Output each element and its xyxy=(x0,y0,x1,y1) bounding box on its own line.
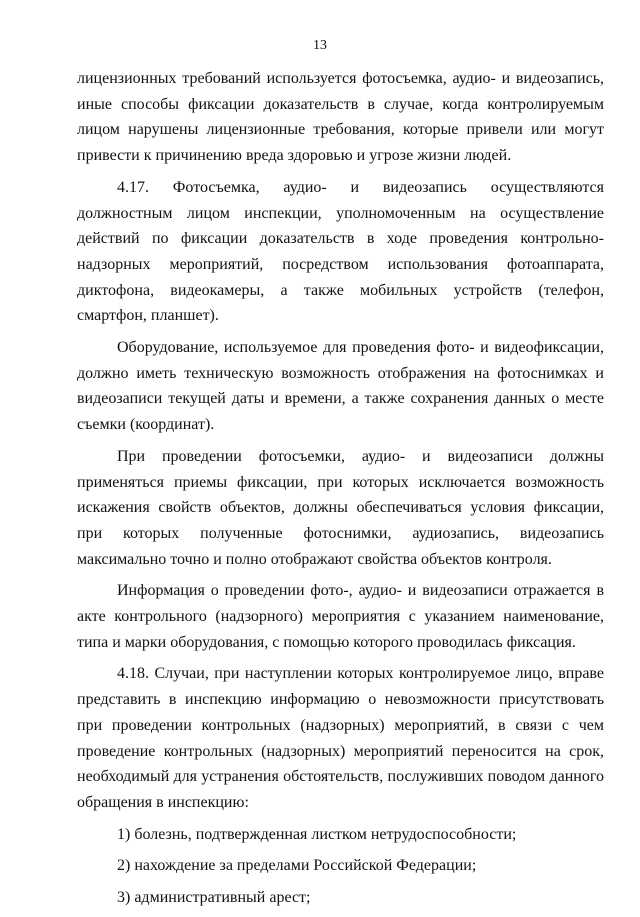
paragraph-fixation-methods: При проведении фотосъемки, аудио- и видеозаписи должны применяться приемы фиксации, при которых исключается возможность искажения свойств объектов, должны обеспечиваться условия фиксации, при которых полученные фотоснимки, аудиозапись, видеозапись максимально точно и полно отображают свойства объектов контроля. xyxy=(77,447,604,568)
paragraph-act-information: Информация о проведении фото-, аудио- и видеозаписи отражается в акте контрольного (надзорного) мероприятия с указанием наименование, типа и марки оборудования, с помощью которого проводилась фиксация. xyxy=(77,582,604,651)
list-item-arrest: 3) административный арест; xyxy=(117,889,311,907)
paragraph-continuation: лицензионных требований используется фотосъемка, аудио- и видеозапись, иные способы фиксации доказательств в случае, когда контролируемым лицом нарушены лицензионные требования, которые привели или могут привести к причинению вреда здоровью и угрозе жизни людей. xyxy=(77,70,604,165)
paragraph-4-18: 4.18. Случаи, при наступлении которых контролируемое лицо, вправе представить в инспекцию информацию о невозможности присутствовать при проведении контрольных (надзорных) мероприятий, в связи с чем проведение контрольных (надзорных) мероприятий переносится на срок, необходимый для устранения обстоятельств, послуживших поводом данного обращения в инспекцию: xyxy=(77,665,604,811)
document-body xyxy=(77,66,604,917)
list-item-abroad: 2) нахождение за пределами Российской Федерации; xyxy=(117,857,477,875)
page-number: 13 xyxy=(313,38,327,53)
paragraph-equipment: Оборудование, используемое для проведения фото- и видеофиксации, должно иметь техническую возможность отображения на фотоснимках и видеозаписи текущей даты и времени, а также сохранения данных о месте съемки (координат). xyxy=(77,339,604,434)
list-item-illness: 1) болезнь, подтвержденная листком нетрудоспособности; xyxy=(117,825,517,843)
paragraph-4-17: 4.17. Фотосъемка, аудио- и видеозапись осуществляются должностным лицом инспекции, уполномоченным на осуществление действий по фиксации доказательств в ходе проведения контрольно-надзорных мероприятий, посредством использования фотоаппарата, диктофона, видеокамеры, а также мобильных устройств (телефон, смартфон, планшет). xyxy=(77,178,604,325)
